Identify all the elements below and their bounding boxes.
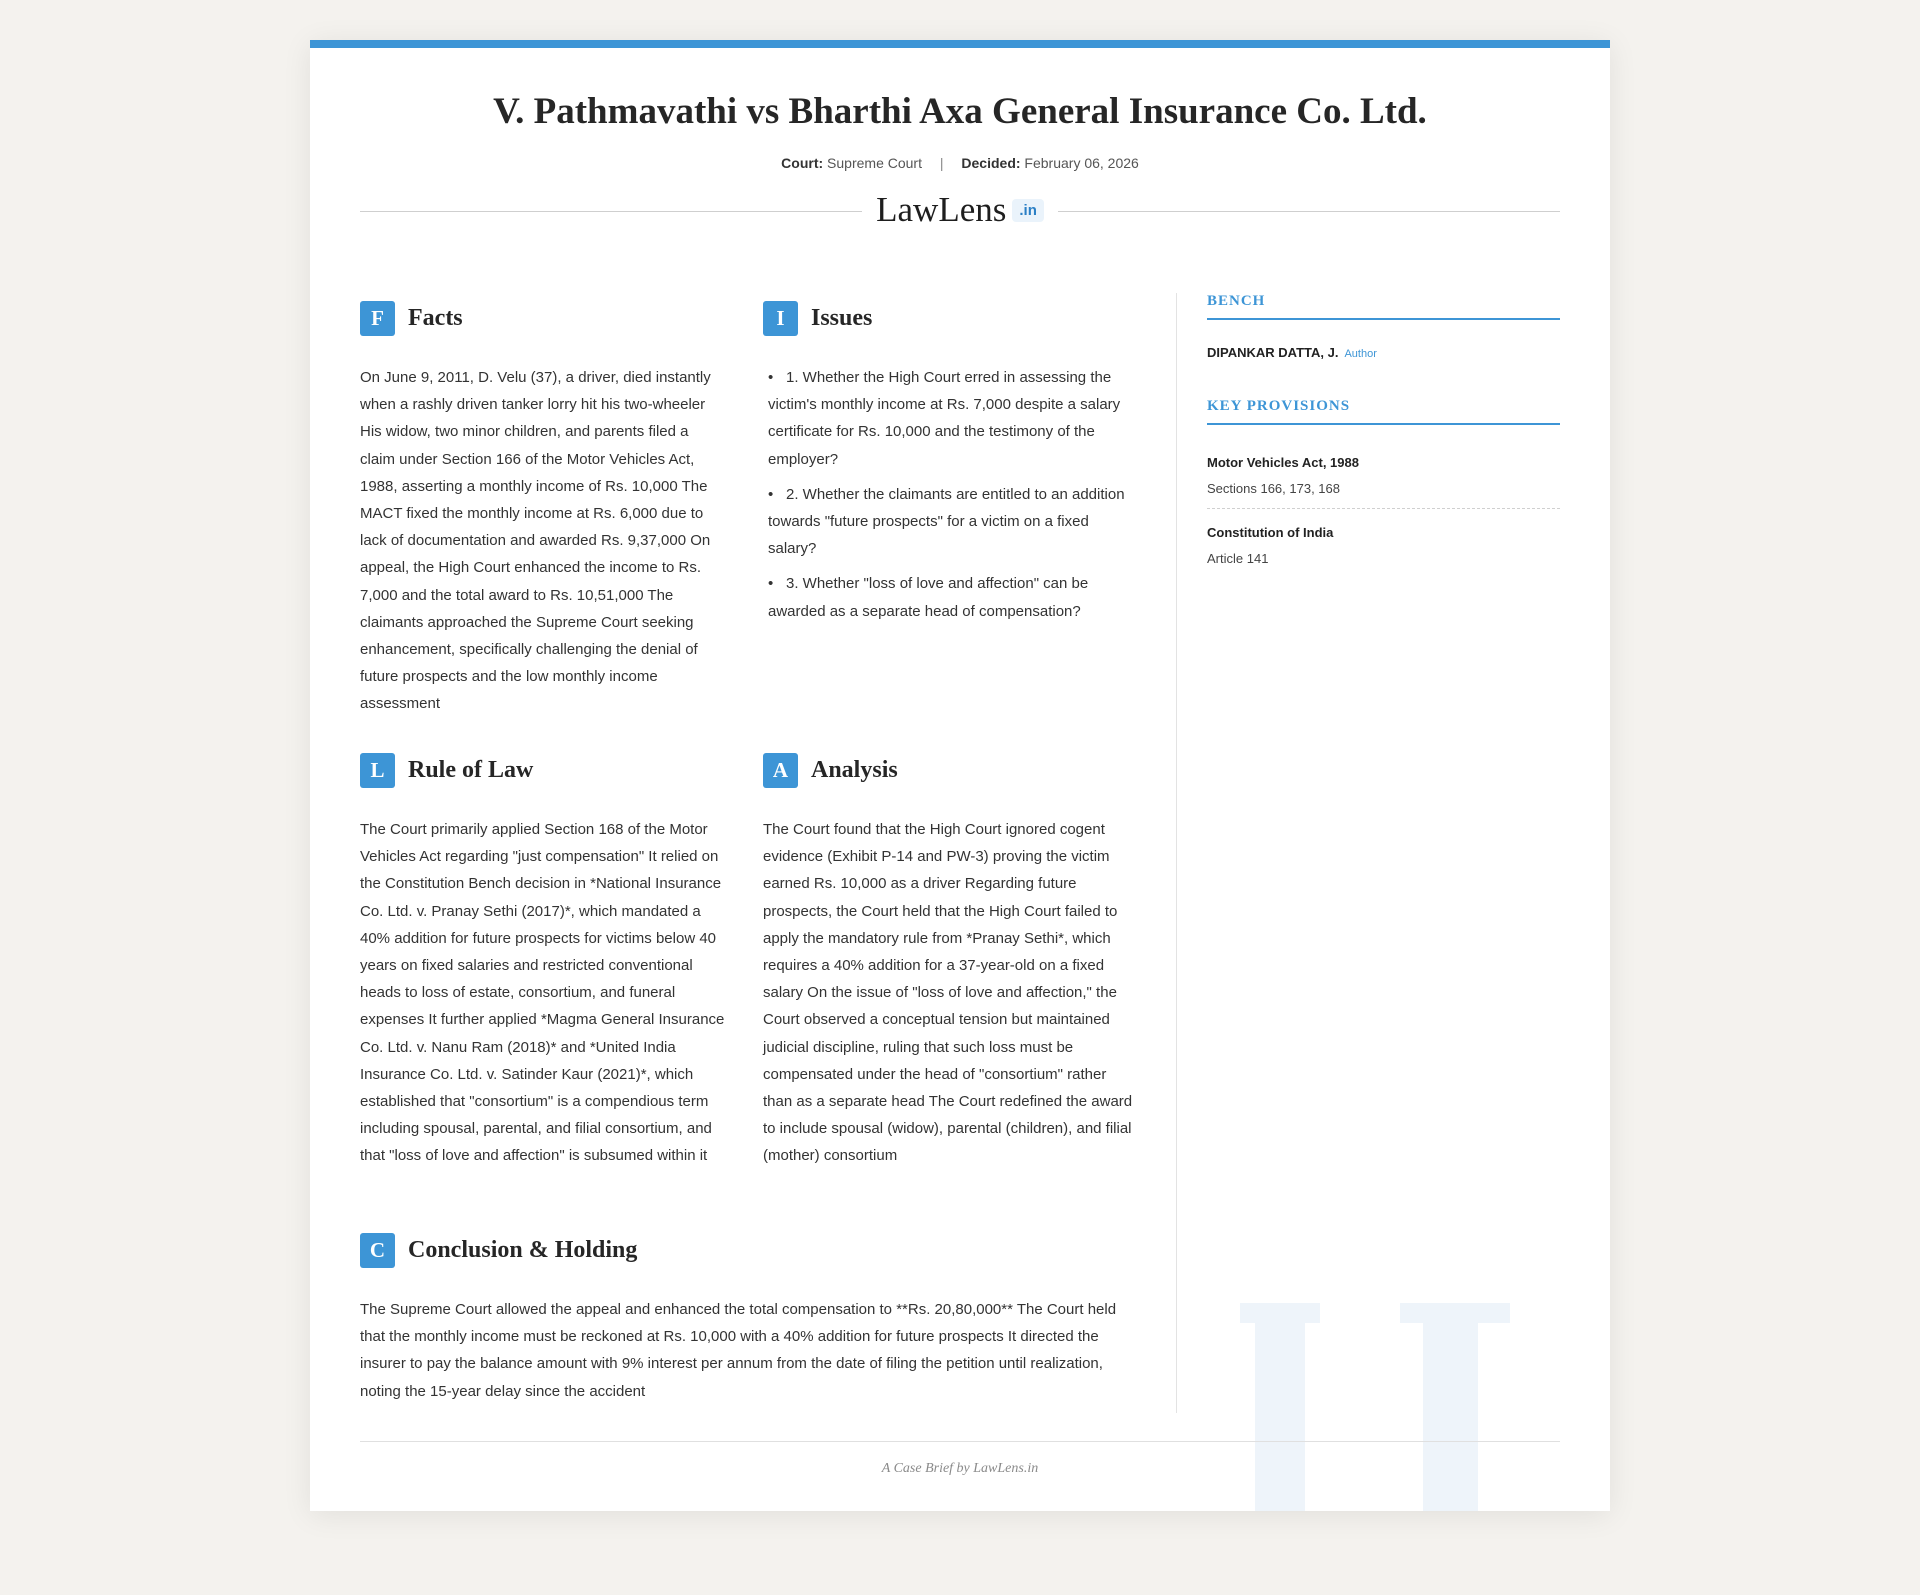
- analysis-title: Analysis: [811, 756, 898, 783]
- rule-body: The Court primarily applied Section 168 of the Motor Vehicles Act regarding "just compensation" It relied on the Constitution Bench decision in *National Insurance Co. Ltd. v. Pranay Sethi (2017)*, which mandated a 40% addition for future prospects for victims below 40 years on fixed salaries and restricted conventional heads to loss of estate, consortium, and funeral expenses It further applied *Magma General Insurance Co. Ltd. v. Nanu Ram (2018)* and *United India Insurance Co. Ltd. v. Satinder Kaur (2021)*, which established that "consortium" is a compendious term including spousal, parental, and filial consortium, and that "loss of love and affection" is subsumed within it: [360, 821, 725, 1165]
- case-meta: [310, 155, 1610, 171]
- brand-name: LawLens: [876, 190, 1007, 229]
- court-label: Court:: [781, 155, 824, 171]
- issues-section: [763, 300, 1135, 633]
- conclusion-body: The Supreme Court allowed the appeal and enhanced the total compensation to **Rs. 20,80,000** The Court held that the monthly income must be reckoned at Rs. 10,000 with a 40% addition for future prospects It directed the insurer to pay the balance amount with 9% interest per annum from the date of filing the petition until realization, noting the 15-year delay since the accident: [360, 1301, 1117, 1400]
- analysis-body: The Court found that the High Court ignored cogent evidence (Exhibit P-14 and PW-3) proving the victim earned Rs. 10,000 as a driver Regarding future prospects, the Court held that the High Court failed to apply the mandatory rule from *Pranay Sethi*, which requires a 40% addition for a 37-year-old on a fixed salary On the issue of "loss of love and affection," the Court observed a conceptual tension but maintained judicial discipline, ruling that such loss must be compensated under the head of "consortium" rather than as a separate head The Court redefined the award to include spousal (widow), parental (children), and filial (mother) consortium: [763, 821, 1133, 1165]
- judge-role: Author: [1344, 348, 1377, 360]
- rule-section: [360, 752, 730, 1170]
- issues-title: Issues: [811, 304, 873, 331]
- provision-act: Motor Vehicles Act, 1988: [1207, 455, 1359, 470]
- list-item: • 3. Whether "loss of love and affection" can be awarded as a separate head of compensation?: [768, 570, 1135, 624]
- issues-list: [763, 364, 1135, 625]
- provisions-heading: KEY PROVISIONS: [1207, 398, 1560, 425]
- analysis-badge: A: [763, 753, 798, 788]
- decided-value: February 06, 2026: [1024, 155, 1139, 171]
- case-brief-card: [310, 40, 1610, 1511]
- facts-badge: F: [360, 301, 395, 336]
- list-item: • 2. Whether the claimants are entitled to an addition towards "future prospects" for a victim on a fixed salary?: [768, 481, 1135, 563]
- provision-sections: Sections 166, 173, 168: [1207, 481, 1340, 496]
- footer-credit: A Case Brief by LawLens.in: [881, 1461, 1039, 1476]
- rule-title: Rule of Law: [408, 756, 534, 783]
- provision-item: [1207, 508, 1560, 578]
- judge-name: DIPANKAR DATTA, J.: [1207, 345, 1339, 360]
- rule-badge: L: [360, 753, 395, 788]
- column-divider: [1176, 293, 1177, 1413]
- logo-watermark: [1210, 1288, 1610, 1511]
- facts-section: [360, 300, 725, 718]
- conclusion-section: [360, 1232, 1135, 1405]
- provision-sections: Article 141: [1207, 551, 1269, 566]
- analysis-section: [763, 752, 1135, 1170]
- judge-entry: [1207, 345, 1560, 360]
- provision-item: [1207, 439, 1560, 508]
- court-value: Supreme Court: [827, 155, 922, 171]
- provision-act: Constitution of India: [1207, 525, 1334, 540]
- case-title: V. Pathmavathi vs Bharthi Axa General Insurance Co. Ltd.: [493, 91, 1427, 132]
- facts-body: On June 9, 2011, D. Velu (37), a driver, died instantly when a rashly driven tanker lorry hit his two-wheeler His widow, two minor children, and parents filed a claim under Section 166 of the Motor Vehicles Act, 1988, asserting a monthly income of Rs. 10,000 The MACT fixed the monthly income at Rs. 6,000 due to lack of documentation and awarded Rs. 9,37,000 On appeal, the High Court enhanced the income to Rs. 7,000 and the total award to Rs. 10,51,000 The claimants approached the Supreme Court seeking enhancement, specifically challenging the denial of future prospects and the low monthly income assessment: [360, 369, 711, 713]
- issues-badge: I: [763, 301, 798, 336]
- list-item: • 1. Whether the High Court erred in assessing the victim's monthly income at Rs. 7,000 despite a salary certificate for Rs. 10,000 and the testimony of the employer?: [768, 364, 1135, 473]
- sidebar: [1207, 293, 1560, 578]
- brand-logo: [310, 190, 1610, 230]
- meta-separator: |: [939, 155, 944, 171]
- footer-divider: [360, 1441, 1560, 1442]
- conclusion-badge: C: [360, 1233, 395, 1268]
- facts-title: Facts: [408, 304, 463, 331]
- conclusion-title: Conclusion & Holding: [408, 1236, 638, 1263]
- brand-tld: .in: [1012, 199, 1044, 222]
- decided-label: Decided:: [961, 155, 1021, 171]
- bench-heading: BENCH: [1207, 293, 1560, 320]
